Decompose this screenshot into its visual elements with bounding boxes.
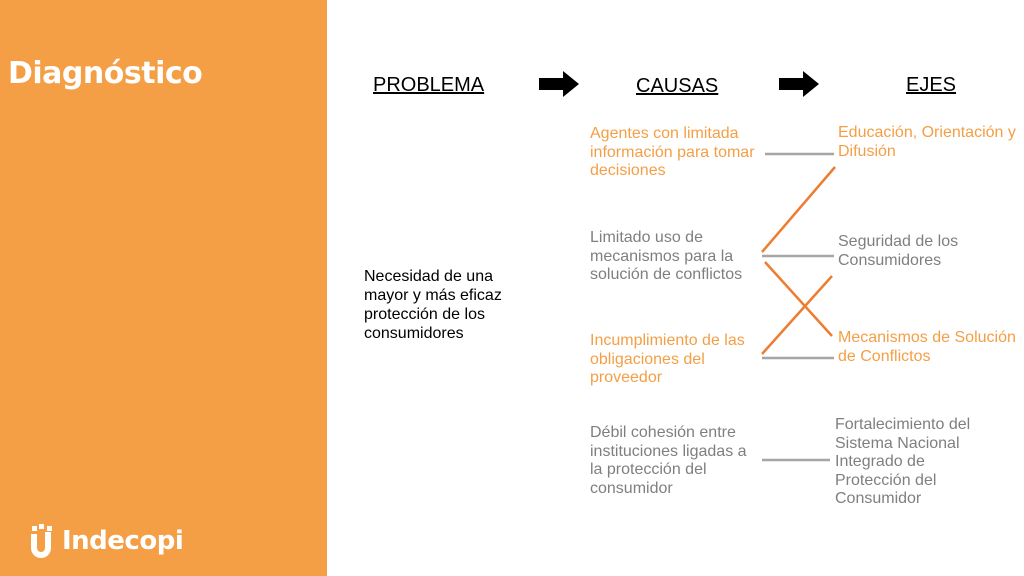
- eje-item-3: Mecanismos de Solución de Conflictos: [838, 329, 1016, 365]
- causa-item-4: Débil cohesión entre instituciones ligadas a la protección del consumidor: [590, 424, 747, 497]
- eje-item-1: Educación, Orientación y Difusión: [838, 124, 1016, 160]
- connector-orange-1: [762, 167, 835, 252]
- connector-orange-2: [765, 262, 832, 336]
- causa-item-3: Incumplimiento de las obligaciones del proveedor: [590, 332, 745, 386]
- eje-item-2: Seguridad de los Consumidores: [838, 233, 959, 269]
- problem-text: Necesidad de una mayor y más eficaz protección de los consumidores: [364, 268, 502, 342]
- header-causas: CAUSAS: [636, 75, 719, 97]
- header-ejes: EJES: [906, 74, 957, 96]
- connector-orange-3: [762, 276, 832, 354]
- header-problema: PROBLEMA: [373, 74, 485, 96]
- eje-item-4: Fortalecimiento del Sistema Nacional Integrado de Protección del Consumidor: [835, 416, 971, 507]
- logo-text: Indecopi: [62, 526, 184, 556]
- causa-item-2: Limitado uso de mecanismos para la solución de conflictos: [590, 229, 743, 283]
- causa-item-1: Agentes con limitada información para tomar decisiones: [590, 125, 755, 179]
- page-title: Diagnóstico: [8, 56, 203, 91]
